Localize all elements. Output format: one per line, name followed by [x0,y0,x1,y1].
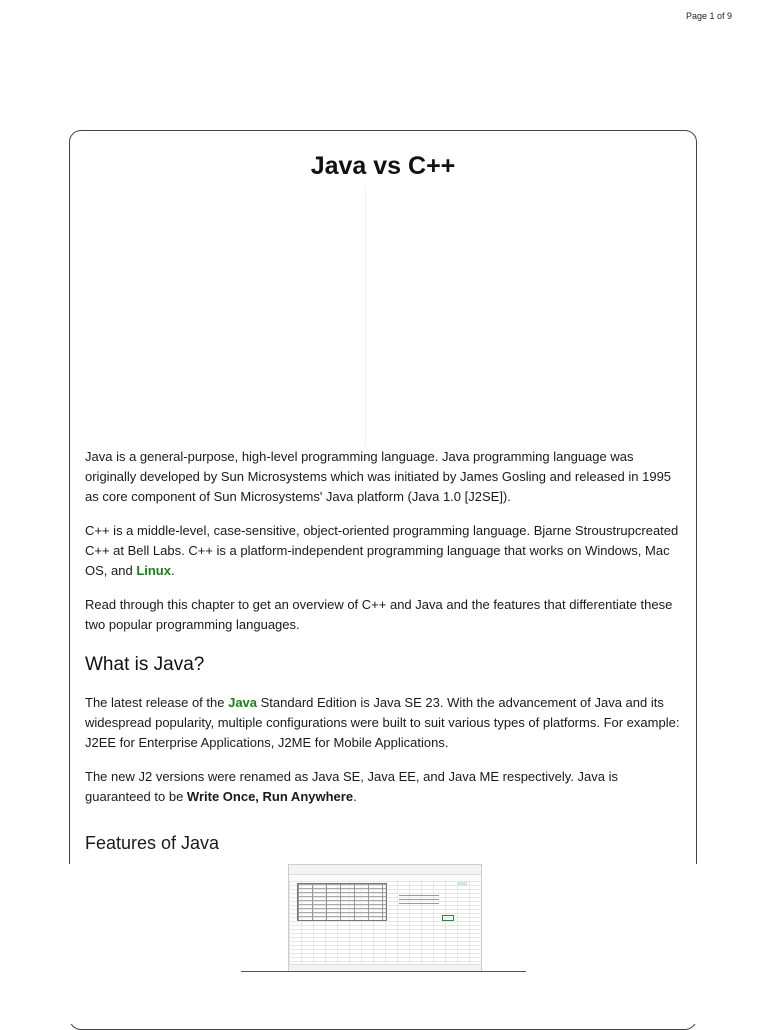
spreadsheet-toolbar [289,865,481,875]
media-divider [365,187,366,447]
java-release-rest: Standard Edition is Java SE 23. With the advancement of Java and its widespread popularity, multiple configurations were built to suit various types of platforms. For example: J2EE for Enterprise Applications, J2ME for Mobile Applications. [85,695,680,750]
page-number: Page 1 of 9 [685,11,732,21]
spreadsheet-share-button [457,882,467,886]
heading-features-of-java: Features of Java [85,833,220,853]
spreadsheet-data-table [297,883,387,921]
bottom-divider [241,971,526,972]
paragraph-overview: Read through this chapter to get an overview of C++ and Java and the features that differentiate these two popular programming languages. [85,597,673,632]
java-link[interactable]: Java [228,695,258,710]
paragraph-java-intro: Java is a general-purpose, high-level programming language. Java programming language was originally developed by Sun Microsystems which was initiated by James Gosling and released in 1995 as core component of Sun Microsystems' Java platform (Java 1.0 [J2SE]). [85,449,672,504]
write-once-run-anywhere: Write Once, Run Anywhere [186,789,354,804]
spreadsheet-thumbnail [288,864,482,972]
paragraph-cpp-intro [85,521,682,581]
article-content [70,447,696,855]
java-release-text: The latest release of the [85,695,229,710]
cpp-intro-text: C++ is a middle-level, case-sensitive, object-oriented programming language. Bjarne Stroustrupcreated C++ at Bell Labs. C++ is a platform-independent programming language that works on Windows, Mac OS, and [85,523,679,578]
paragraph-java-release [85,693,682,753]
heading-what-is-java: What is Java? [85,654,205,675]
paragraph-j2-versions [85,767,682,807]
spreadsheet-sheet-tabs [289,964,481,971]
spreadsheet-selected-cell [442,915,454,921]
embedded-media-area [70,187,696,447]
article-title: Java vs C++ [310,152,456,180]
spreadsheet-side-data [399,895,439,905]
cpp-intro-end: . [170,563,175,578]
linux-link[interactable]: Linux [136,563,171,578]
j2-versions-end: . [353,789,357,804]
j2-versions-text: The new J2 versions were renamed as Java SE, Java EE, and Java ME respectively. Java is guaranteed to be [85,769,618,804]
